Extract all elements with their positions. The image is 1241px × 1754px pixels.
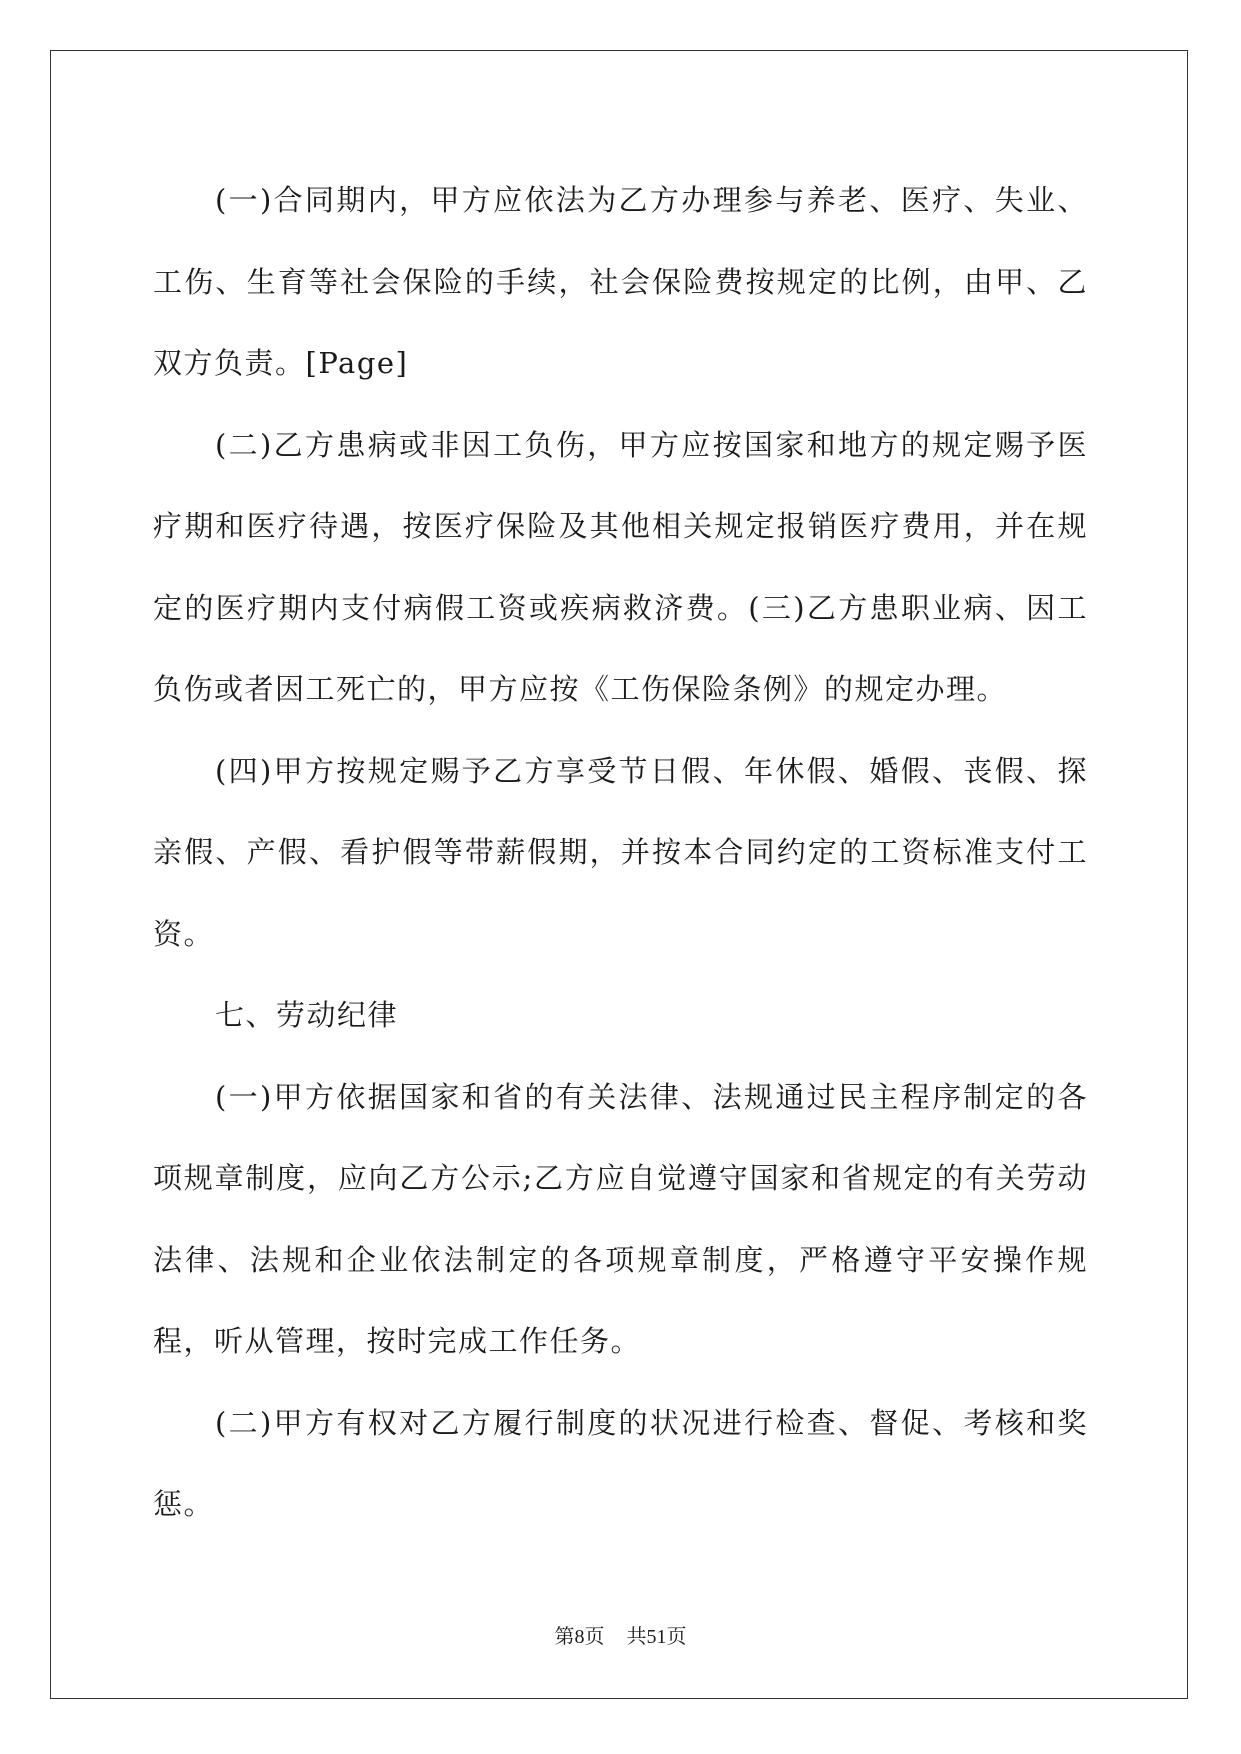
page-footer (0, 1620, 1241, 1649)
document-body (153, 160, 1088, 1546)
paragraph-social-insurance: (一)合同期内，甲方应依法为乙方办理参与养老、医疗、失业、工伤、生育等社会保险的手续，社会保险费按规定的比例，由甲、乙双方负责。[Page] (153, 183, 1088, 380)
total-pages: 共51页 (626, 1626, 687, 1648)
paragraph-rules-and-regulations: (一)甲方依据国家和省的有关法律、法规通过民主程序制定的各项规章制度，应向乙方公示;乙方应自觉遵守国家和省规定的有关劳动法律、法规和企业依法制定的各项规章制度，严格遵守平安操作规程，听从管理，按时完成工作任务。 (153, 1079, 1088, 1358)
paragraph-paid-holidays: (四)甲方按规定赐予乙方享受节日假、年休假、婚假、丧假、探亲假、产假、看护假等带薪假期，并按本合同约定的工资标准支付工资。 (153, 753, 1088, 951)
section-heading-labor-discipline: 七、劳动纪律 (215, 998, 399, 1032)
page-number: 第8页 (554, 1626, 605, 1648)
paragraph-inspection-rights: (二)甲方有权对乙方履行制度的状况进行检查、督促、考核和奖惩。 (153, 1405, 1088, 1521)
paragraph-sick-leave: (二)乙方患病或非因工负伤，甲方应按国家和地方的规定赐予医疗期和医疗待遇，按医疗保险及其他相关规定报销医疗费用，并在规定的医疗期内支付病假工资或疾病救济费。(三)乙方患职业病、因工负伤或者因工死亡的，甲方应按《工伤保险条例》的规定办理。 (153, 427, 1088, 706)
